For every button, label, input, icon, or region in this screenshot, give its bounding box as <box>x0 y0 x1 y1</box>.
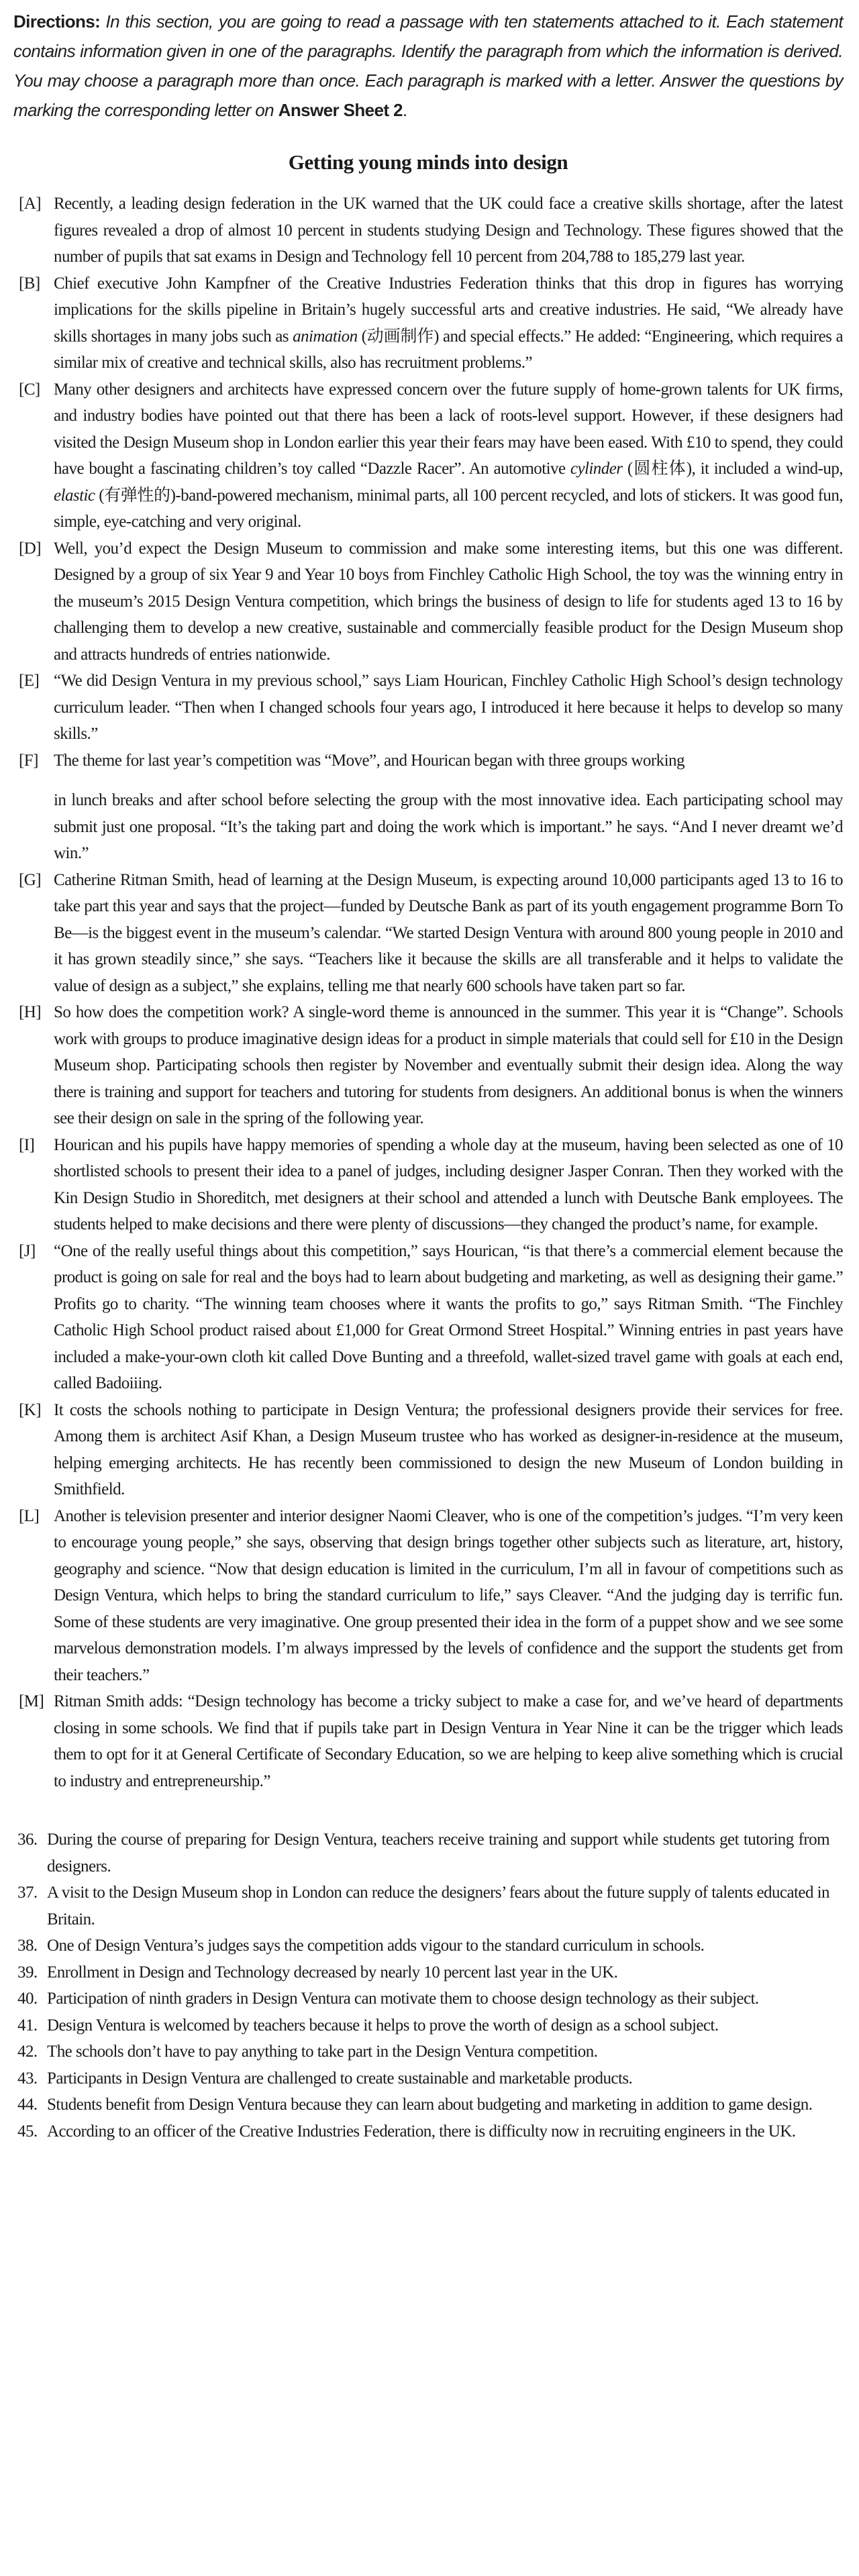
paragraph-letter: [J] <box>19 1241 36 1260</box>
passage-title: Getting young minds into design <box>288 150 568 174</box>
question-text: The schools don’t have to pay anything to take part in the Design Ventura competition. <box>47 2043 598 2061</box>
question-number: 43. <box>17 2069 38 2088</box>
answer-sheet-label: Answer Sheet 2 <box>278 100 403 120</box>
question-item <box>13 2039 843 2065</box>
paragraph-letter: [L] <box>19 1506 40 1525</box>
text-run: (有弹性的)-band-powered mechanism, minimal parts, all 100 percent recycled, and lots of stickers. It was good fun, simple, eye-catching and very original. <box>54 486 843 531</box>
paragraph-letter: [E] <box>19 672 40 690</box>
text-run: in lunch breaks and after school before selecting the group with the most innovative idea. Each participating school may submit just one proposal. “It’s the taking part and doing the work which is important.” he says. “And I never dreamt we’d win.” <box>54 791 843 862</box>
question-number: 45. <box>17 2122 38 2141</box>
question-number: 42. <box>17 2043 38 2061</box>
paragraph-b <box>13 270 843 376</box>
paragraph-text: Hourican and his pupils have happy memories of spending a whole day at the museum, having been selected as one of 10 shortlisted schools to present their idea to a panel of judges, including designer Jasper Conran. Then they worked with the Kin Design Studio in Shoreditch, met designers at their school and attended a lunch with Deutsche Bank employees. The students helped to make decisions and there were plenty of discussions—they changed the product’s name, for example. <box>54 1135 843 1233</box>
paragraph-letter: [H] <box>19 1003 42 1021</box>
paragraph-f <box>13 748 843 867</box>
question-item <box>13 2012 843 2039</box>
paragraph-e <box>13 668 843 748</box>
question-item <box>13 1959 843 1986</box>
directions-end: . <box>402 100 407 120</box>
passage <box>13 191 843 1794</box>
paragraph-text: Recently, a leading design federation in the UK warned that the UK could face a creative skills shortage, after the latest figures revealed a drop of almost 10 percent in students studying Design and Technology. These figures showed that the number of pupils that sat exams in Design and Technology fell 10 percent from 204,788 to 185,279 last year. <box>54 195 843 266</box>
paragraph-letter: [D] <box>19 539 42 558</box>
paragraph-k <box>13 1397 843 1503</box>
paragraph-j <box>13 1238 843 1397</box>
paragraph-letter: [G] <box>19 870 42 889</box>
question-item <box>13 1879 843 1933</box>
question-text: According to an officer of the Creative Industries Federation, there is difficulty now in recruiting engineers in the UK. <box>47 2122 796 2141</box>
question-item <box>13 2092 843 2118</box>
question-item <box>13 2065 843 2092</box>
question-text: Participants in Design Ventura are challenged to create sustainable and marketable products. <box>47 2069 633 2088</box>
question-text: Enrollment in Design and Technology decreased by nearly 10 percent last year in the UK. <box>47 1963 618 1981</box>
directions-label: Directions: <box>13 11 101 32</box>
question-item <box>13 1826 843 1879</box>
paragraph-text <box>54 376 843 535</box>
directions-text: In this section, you are going to read a passage with ten statements attached to it. Each statement contains information given in one of the paragraphs. Identify the paragraph from which the information is derived. You may choose a paragraph more than once. Each paragraph is marked with a letter. Answer the questions by marking the corresponding letter on <box>13 11 843 120</box>
paragraph-letter: [I] <box>19 1135 35 1154</box>
question-text: During the course of preparing for Design Ventura, teachers receive training and support while students get tutoring from designers. <box>47 1831 829 1875</box>
paragraph-text <box>54 270 843 376</box>
question-number: 44. <box>17 2096 38 2114</box>
question-item <box>13 1933 843 1959</box>
paragraph-text: Ritman Smith adds: “Design technology has become a tricky subject to make a case for, and we’ve heard of departments closing in some schools. We find that if pupils take part in Design Ventura in Year Nine it can be the trigger which leads them to opt for it at General Certificate of Secondary Education, so we are helping to keep alive something which is crucial to industry and entrepreneurship.” <box>54 1692 843 1790</box>
paragraph-m <box>13 1688 843 1794</box>
paragraph-h <box>13 999 843 1132</box>
paragraph-i <box>13 1132 843 1238</box>
question-text: Participation of ninth graders in Design Ventura can motivate them to choose design technology as their subject. <box>47 1990 759 2008</box>
paragraph-d <box>13 535 843 668</box>
question-number: 39. <box>17 1963 38 1981</box>
paragraph-text: Catherine Ritman Smith, head of learning at the Design Museum, is expecting around 10,000 participants aged 13 to 16 to take part this year and says that the project—funded by Deutsche Bank as part of its youth engagement programme Born To Be—is the biggest event in the museum’s calendar. “We started Design Ventura with around 800 young people in 2010 and it has grown steadily since,” she says. “Teachers like it because the skills are all transferable and it helps to validate the value of design as a subject,” she explains, telling me that nearly 600 schools have taken part so far. <box>54 870 843 995</box>
question-item <box>13 1986 843 2012</box>
question-text: Students benefit from Design Ventura because they can learn about budgeting and marketing in addition to game design. <box>47 2096 813 2114</box>
paragraph-a <box>13 191 843 270</box>
text-run: The theme for last year’s competition was “Move”, and Hourican began with three groups working <box>54 751 685 770</box>
text-run: Many other designers and architects have expressed concern over the future supply of home-grown talents for UK firms, and industry bodies have pointed out that there has been a lack of roots-level support. However, if these designers had visited the Design Museum shop in London earlier this year their fears may have been eased. With £10 to spend, they could have bought a fascinating children’s toy called “Dazzle Racer”. An automotive <box>54 380 843 478</box>
question-list <box>13 1826 843 2145</box>
question-number: 37. <box>17 1884 38 1902</box>
paragraph-l <box>13 1503 843 1689</box>
italic-term: elastic <box>54 486 95 505</box>
question-number: 38. <box>17 1937 38 1955</box>
paragraph-letter: [A] <box>19 195 42 213</box>
question-text: One of Design Ventura’s judges says the competition adds vigour to the standard curriculum in schools. <box>47 1937 705 1955</box>
question-number: 41. <box>17 2016 38 2034</box>
text-run: (动画制作) and special effects.” He added: “Engineering, which requires a similar mix of creative and technical skills, also has recruitment problems.” <box>54 327 843 372</box>
text-run: (圆柱体), it included a wind-up, <box>622 460 843 478</box>
paragraph-c <box>13 376 843 535</box>
paragraph-g <box>13 867 843 1000</box>
paragraph-letter: [C] <box>19 380 40 399</box>
paragraph-text: So how does the competition work? A single-word theme is announced in the summer. This year it is “Change”. Schools work with groups to produce imaginative design ideas for a product in simple materials that could sell for £10 in the Design Museum shop. Participating schools then register by November and eventually submit their design idea. Along the way there is training and support for teachers and tutoring for students from designers. An additional bonus is when the winners see their design on sale in the spring of the following year. <box>54 1003 843 1127</box>
paragraph-letter: [F] <box>19 751 38 770</box>
question-item <box>13 2118 843 2145</box>
text-run: Chief executive John Kampfner of the Creative Industries Federation thinks that this drop in figures has worrying implications for the skills pipeline in Britain’s hugely successful arts and creative industries. He said, “We already have skills shortages in many jobs such as <box>54 274 843 346</box>
directions <box>13 7 843 125</box>
question-text: A visit to the Design Museum shop in London can reduce the designers’ fears about the future supply of talents educated in Britain. <box>47 1884 829 1928</box>
question-number: 36. <box>17 1831 38 1849</box>
paragraph-letter: [K] <box>19 1400 42 1419</box>
paragraph-text: “One of the really useful things about this competition,” says Hourican, “is that there’s a commercial element because the product is going on sale for real and the boys had to learn about budgeting and marketing, as well as designing their game.” Profits go to charity. “The winning team chooses where it wants the profits to go,” says Ritman Smith. “The Finchley Catholic High School product raised about £1,000 for Great Ormond Street Hospital.” Winning entries in past years have included a make-your-own cloth kit called Dove Bunting and a threefold, wallet-sized travel game with goals at each end, called Badoiiing. <box>54 1241 843 1392</box>
paragraph-letter: [M] <box>19 1692 44 1710</box>
paragraph-text: Another is television presenter and interior designer Naomi Cleaver, who is one of the competition’s judges. “I’m very keen to encourage young people,” she says, observing that design brings together other subjects such as literature, art, history, geography and science. “Now that design education is limited in the curriculum, I’m all in favour of competitions such as Design Ventura, which helps to bring the standard curriculum to life,” says Cleaver. “And the judging day is terrific fun. Some of these students are very imaginative. One group presented their idea in the form of a puppet show and we see some marvelous demonstration models. I’m always impressed by the levels of confidence and the support the students get from their teachers.” <box>54 1506 843 1684</box>
paragraph-text <box>54 748 843 867</box>
question-number: 40. <box>17 1990 38 2008</box>
italic-term: animation <box>293 327 358 346</box>
question-text: Design Ventura is welcomed by teachers because it helps to prove the worth of design as a school subject. <box>47 2016 719 2034</box>
paragraph-letter: [B] <box>19 274 40 293</box>
paragraph-text: “We did Design Ventura in my previous school,” says Liam Hourican, Finchley Catholic High School’s design technology curriculum leader. “Then when I changed schools four years ago, I introduced it here because it helps to develop so many skills.” <box>54 672 843 743</box>
paragraph-text: Well, you’d expect the Design Museum to commission and make some interesting items, but this one was different. Designed by a group of six Year 9 and Year 10 boys from Finchley Catholic High School, the toy was the winning entry in the museum’s 2015 Design Ventura competition, which brings the business of design to life for students aged 13 to 16 by challenging them to develop a new creative, sustainable and commercially feasible product for the Design Museum shop and attracts hundreds of entries nationwide. <box>54 539 843 664</box>
italic-term: cylinder <box>570 460 623 478</box>
paragraph-text: It costs the schools nothing to participate in Design Ventura; the professional designers provide their services for free. Among them is architect Asif Khan, a Design Museum trustee who has worked as designer-in-residence at the museum, helping emerging architects. He has recently been commissioned to design the new Museum of London building in Smithfield. <box>54 1400 843 1498</box>
